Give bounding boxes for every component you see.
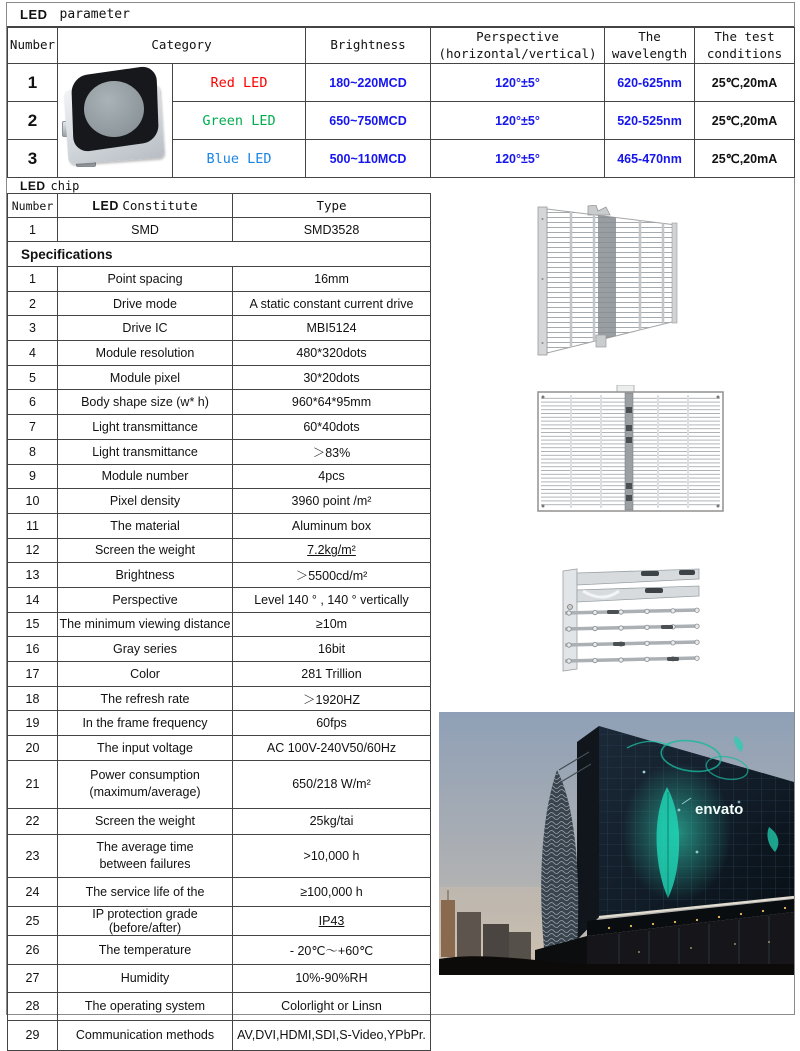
led-parameter-title-rest: parameter (59, 7, 130, 22)
specifications-title-row (8, 242, 431, 267)
spec-label: Light transmittance (58, 439, 233, 464)
perspective-value: 120°±5° (431, 140, 605, 178)
spec-label: Screen the weight (58, 808, 233, 834)
spec-value: IP43 (233, 906, 431, 935)
spec-num: 3 (8, 316, 58, 341)
spec-value: 10%-90%RH (233, 964, 431, 992)
header-wavelength-line1: The (638, 29, 661, 45)
spec-label: The minimum viewing distance (58, 612, 233, 637)
spec-num: 28 (8, 992, 58, 1020)
spec-label: Pixel density (58, 489, 233, 514)
spec-num: 6 (8, 390, 58, 415)
spec-label: Module pixel (58, 365, 233, 390)
spec-num: 7 (8, 415, 58, 440)
category-green-led: Green LED (173, 102, 306, 140)
spec-row (8, 563, 431, 588)
spec-label: Power consumption (maximum/average) (58, 760, 233, 808)
row-number: 1 (8, 64, 58, 102)
header-test-line2: conditions (706, 45, 783, 61)
spec-num: 29 (8, 1020, 58, 1050)
header-perspective-line2: (horizontal/vertical) (438, 45, 597, 61)
spec-label: Drive IC (58, 316, 233, 341)
header-wavelength-line2: wavelength (611, 45, 688, 61)
spec-label: Module number (58, 464, 233, 489)
header-perspective (431, 28, 605, 64)
spec-num: 1 (8, 267, 58, 292)
test-conditions-value: 25℃,20mA (695, 64, 795, 102)
building-installation-photo (439, 712, 794, 975)
spec-num: 13 (8, 563, 58, 588)
spec-label: In the frame frequency (58, 711, 233, 736)
header-wavelength (605, 28, 695, 64)
spec-row (8, 415, 431, 440)
row-number: 3 (8, 140, 58, 178)
wavelength-value: 465-470nm (605, 140, 695, 178)
spec-row (8, 612, 431, 637)
spec-value: A static constant current drive (233, 291, 431, 316)
spec-label: Module resolution (58, 341, 233, 366)
spec-value: 30*20dots (233, 365, 431, 390)
spec-num: 10 (8, 489, 58, 514)
spec-label: IP protection grade (before/after) (58, 906, 233, 935)
spec-label: Body shape size (w* h) (58, 390, 233, 415)
spec-value: 4pcs (233, 464, 431, 489)
spec-num: 21 (8, 760, 58, 808)
spec-label: The operating system (58, 992, 233, 1020)
spec-value: Aluminum box (233, 513, 431, 538)
spec-label: Color (58, 662, 233, 687)
header-perspective-line1: Perspective (476, 29, 559, 45)
spec-value: 60fps (233, 711, 431, 736)
spec-label: Screen the weight (58, 538, 233, 563)
test-conditions-value: 25℃,20mA (695, 140, 795, 178)
spec-value: 480*320dots (233, 341, 431, 366)
spec-row (8, 964, 431, 992)
spec-row (8, 906, 431, 935)
louver-corner-detail-image (549, 567, 704, 672)
spec-num: 5 (8, 365, 58, 390)
spec-row (8, 587, 431, 612)
led-parameter-title-bold: LED (20, 7, 48, 22)
header-brightness: Brightness (306, 28, 431, 64)
led-chip-title (7, 178, 794, 193)
chip-header-row (8, 194, 431, 218)
spec-value: 281 Trillion (233, 662, 431, 687)
spec-value: 960*64*95mm (233, 390, 431, 415)
spec-value: ＞5500cd/m² (233, 563, 431, 588)
spec-num: 11 (8, 513, 58, 538)
brightness-value: 650~750MCD (306, 102, 431, 140)
spec-value: 3960 point /m² (233, 489, 431, 514)
specifications-table (7, 193, 431, 1051)
specifications-title: Specifications (8, 242, 431, 267)
spec-num: 26 (8, 935, 58, 964)
spec-num: 2 (8, 291, 58, 316)
spec-label: The service life of the (58, 877, 233, 906)
led-chip-title-rest: chip (50, 178, 80, 193)
spec-row (8, 992, 431, 1020)
spec-num: 17 (8, 662, 58, 687)
led-parameter-title (7, 3, 794, 27)
spec-label: Light transmittance (58, 415, 233, 440)
header-test-conditions (695, 28, 795, 64)
wavelength-value: 520-525nm (605, 102, 695, 140)
spec-row (8, 1020, 431, 1050)
spec-row (8, 808, 431, 834)
spec-num: 24 (8, 877, 58, 906)
spec-row (8, 877, 431, 906)
spec-label: The input voltage (58, 736, 233, 761)
spec-value: Level 140 ° , 140 ° vertically (233, 587, 431, 612)
spec-row (8, 538, 431, 563)
spec-num: 23 (8, 834, 58, 877)
spec-row (8, 439, 431, 464)
chip-header-type: Type (233, 194, 431, 218)
led-chip-title-bold: LED (20, 178, 46, 193)
brightness-value: 500~110MCD (306, 140, 431, 178)
spec-label: Communication methods (58, 1020, 233, 1050)
spec-num: 9 (8, 464, 58, 489)
spec-row (8, 637, 431, 662)
spec-row (8, 489, 431, 514)
chip-header-constitute: LED Constitute (58, 194, 233, 218)
smd-led-photo (58, 64, 173, 178)
header-category: Category (58, 28, 306, 64)
wavelength-value: 620-625nm (605, 64, 695, 102)
spec-num: 18 (8, 686, 58, 711)
spec-num: 16 (8, 637, 58, 662)
chip-header-number: Number (8, 194, 58, 218)
spec-label: Gray series (58, 637, 233, 662)
spec-label: Perspective (58, 587, 233, 612)
spec-row (8, 736, 431, 761)
spec-sheet-page (6, 2, 795, 1043)
led-parameter-table (7, 27, 795, 178)
row-number: 2 (8, 102, 58, 140)
spec-row (8, 662, 431, 687)
spec-value: >10,000 h (233, 834, 431, 877)
spec-row (8, 513, 431, 538)
header-test-line1: The test (714, 29, 775, 45)
spec-value: 25kg/tai (233, 808, 431, 834)
spec-row (8, 760, 431, 808)
parameter-header-row (8, 28, 795, 64)
category-blue-led: Blue LED (173, 140, 306, 178)
test-conditions-value: 25℃,20mA (695, 102, 795, 140)
chip-number: 1 (8, 218, 58, 242)
spec-num: 20 (8, 736, 58, 761)
spec-label: Humidity (58, 964, 233, 992)
spec-value: AC 100V-240V50/60Hz (233, 736, 431, 761)
header-number: Number (8, 28, 58, 64)
grille-panel-perspective-image (536, 205, 684, 359)
spec-value: ＞83% (233, 439, 431, 464)
spec-num: 8 (8, 439, 58, 464)
spec-value: MBI5124 (233, 316, 431, 341)
spec-num: 22 (8, 808, 58, 834)
spec-row (8, 711, 431, 736)
grille-panel-front-image (537, 385, 724, 514)
chip-type: SMD3528 (233, 218, 431, 242)
spec-row (8, 464, 431, 489)
spec-value: Colorlight or Linsn (233, 992, 431, 1020)
brightness-value: 180~220MCD (306, 64, 431, 102)
spec-num: 27 (8, 964, 58, 992)
spec-label: Drive mode (58, 291, 233, 316)
spec-row (8, 291, 431, 316)
product-images-column (431, 193, 794, 1016)
table-row-red-led (8, 64, 795, 102)
chip-row (8, 218, 431, 242)
spec-value: 7.2kg/m² (233, 538, 431, 563)
spec-label: Brightness (58, 563, 233, 588)
spec-value: AV,DVI,HDMI,SDI,S-Video,YPbPr. (233, 1020, 431, 1050)
spec-num: 4 (8, 341, 58, 366)
spec-value: ≥100,000 h (233, 877, 431, 906)
spec-row (8, 834, 431, 877)
perspective-value: 120°±5° (431, 102, 605, 140)
spec-num: 12 (8, 538, 58, 563)
spec-num: 15 (8, 612, 58, 637)
spec-row (8, 935, 431, 964)
spec-row (8, 316, 431, 341)
spec-value: 16mm (233, 267, 431, 292)
spec-row (8, 686, 431, 711)
spec-num: 19 (8, 711, 58, 736)
spec-value: 650/218 W/m² (233, 760, 431, 808)
spec-row (8, 365, 431, 390)
spec-label: Point spacing (58, 267, 233, 292)
spec-row (8, 390, 431, 415)
spec-value: 60*40dots (233, 415, 431, 440)
spec-num: 25 (8, 906, 58, 935)
spec-num: 14 (8, 587, 58, 612)
spec-label: The material (58, 513, 233, 538)
spec-value: ≥10m (233, 612, 431, 637)
smd-led-image (60, 69, 170, 173)
category-red-led: Red LED (173, 64, 306, 102)
photo-brand-text: envato (695, 801, 744, 818)
spec-label: The refresh rate (58, 686, 233, 711)
perspective-value: 120°±5° (431, 64, 605, 102)
spec-label: The temperature (58, 935, 233, 964)
spec-row (8, 267, 431, 292)
spec-value: ＞1920HZ (233, 686, 431, 711)
spec-value: - 20℃～+60℃ (233, 935, 431, 964)
spec-label: The average time between failures (58, 834, 233, 877)
spec-row (8, 341, 431, 366)
spec-value: 16bit (233, 637, 431, 662)
chip-constitute: SMD (58, 218, 233, 242)
